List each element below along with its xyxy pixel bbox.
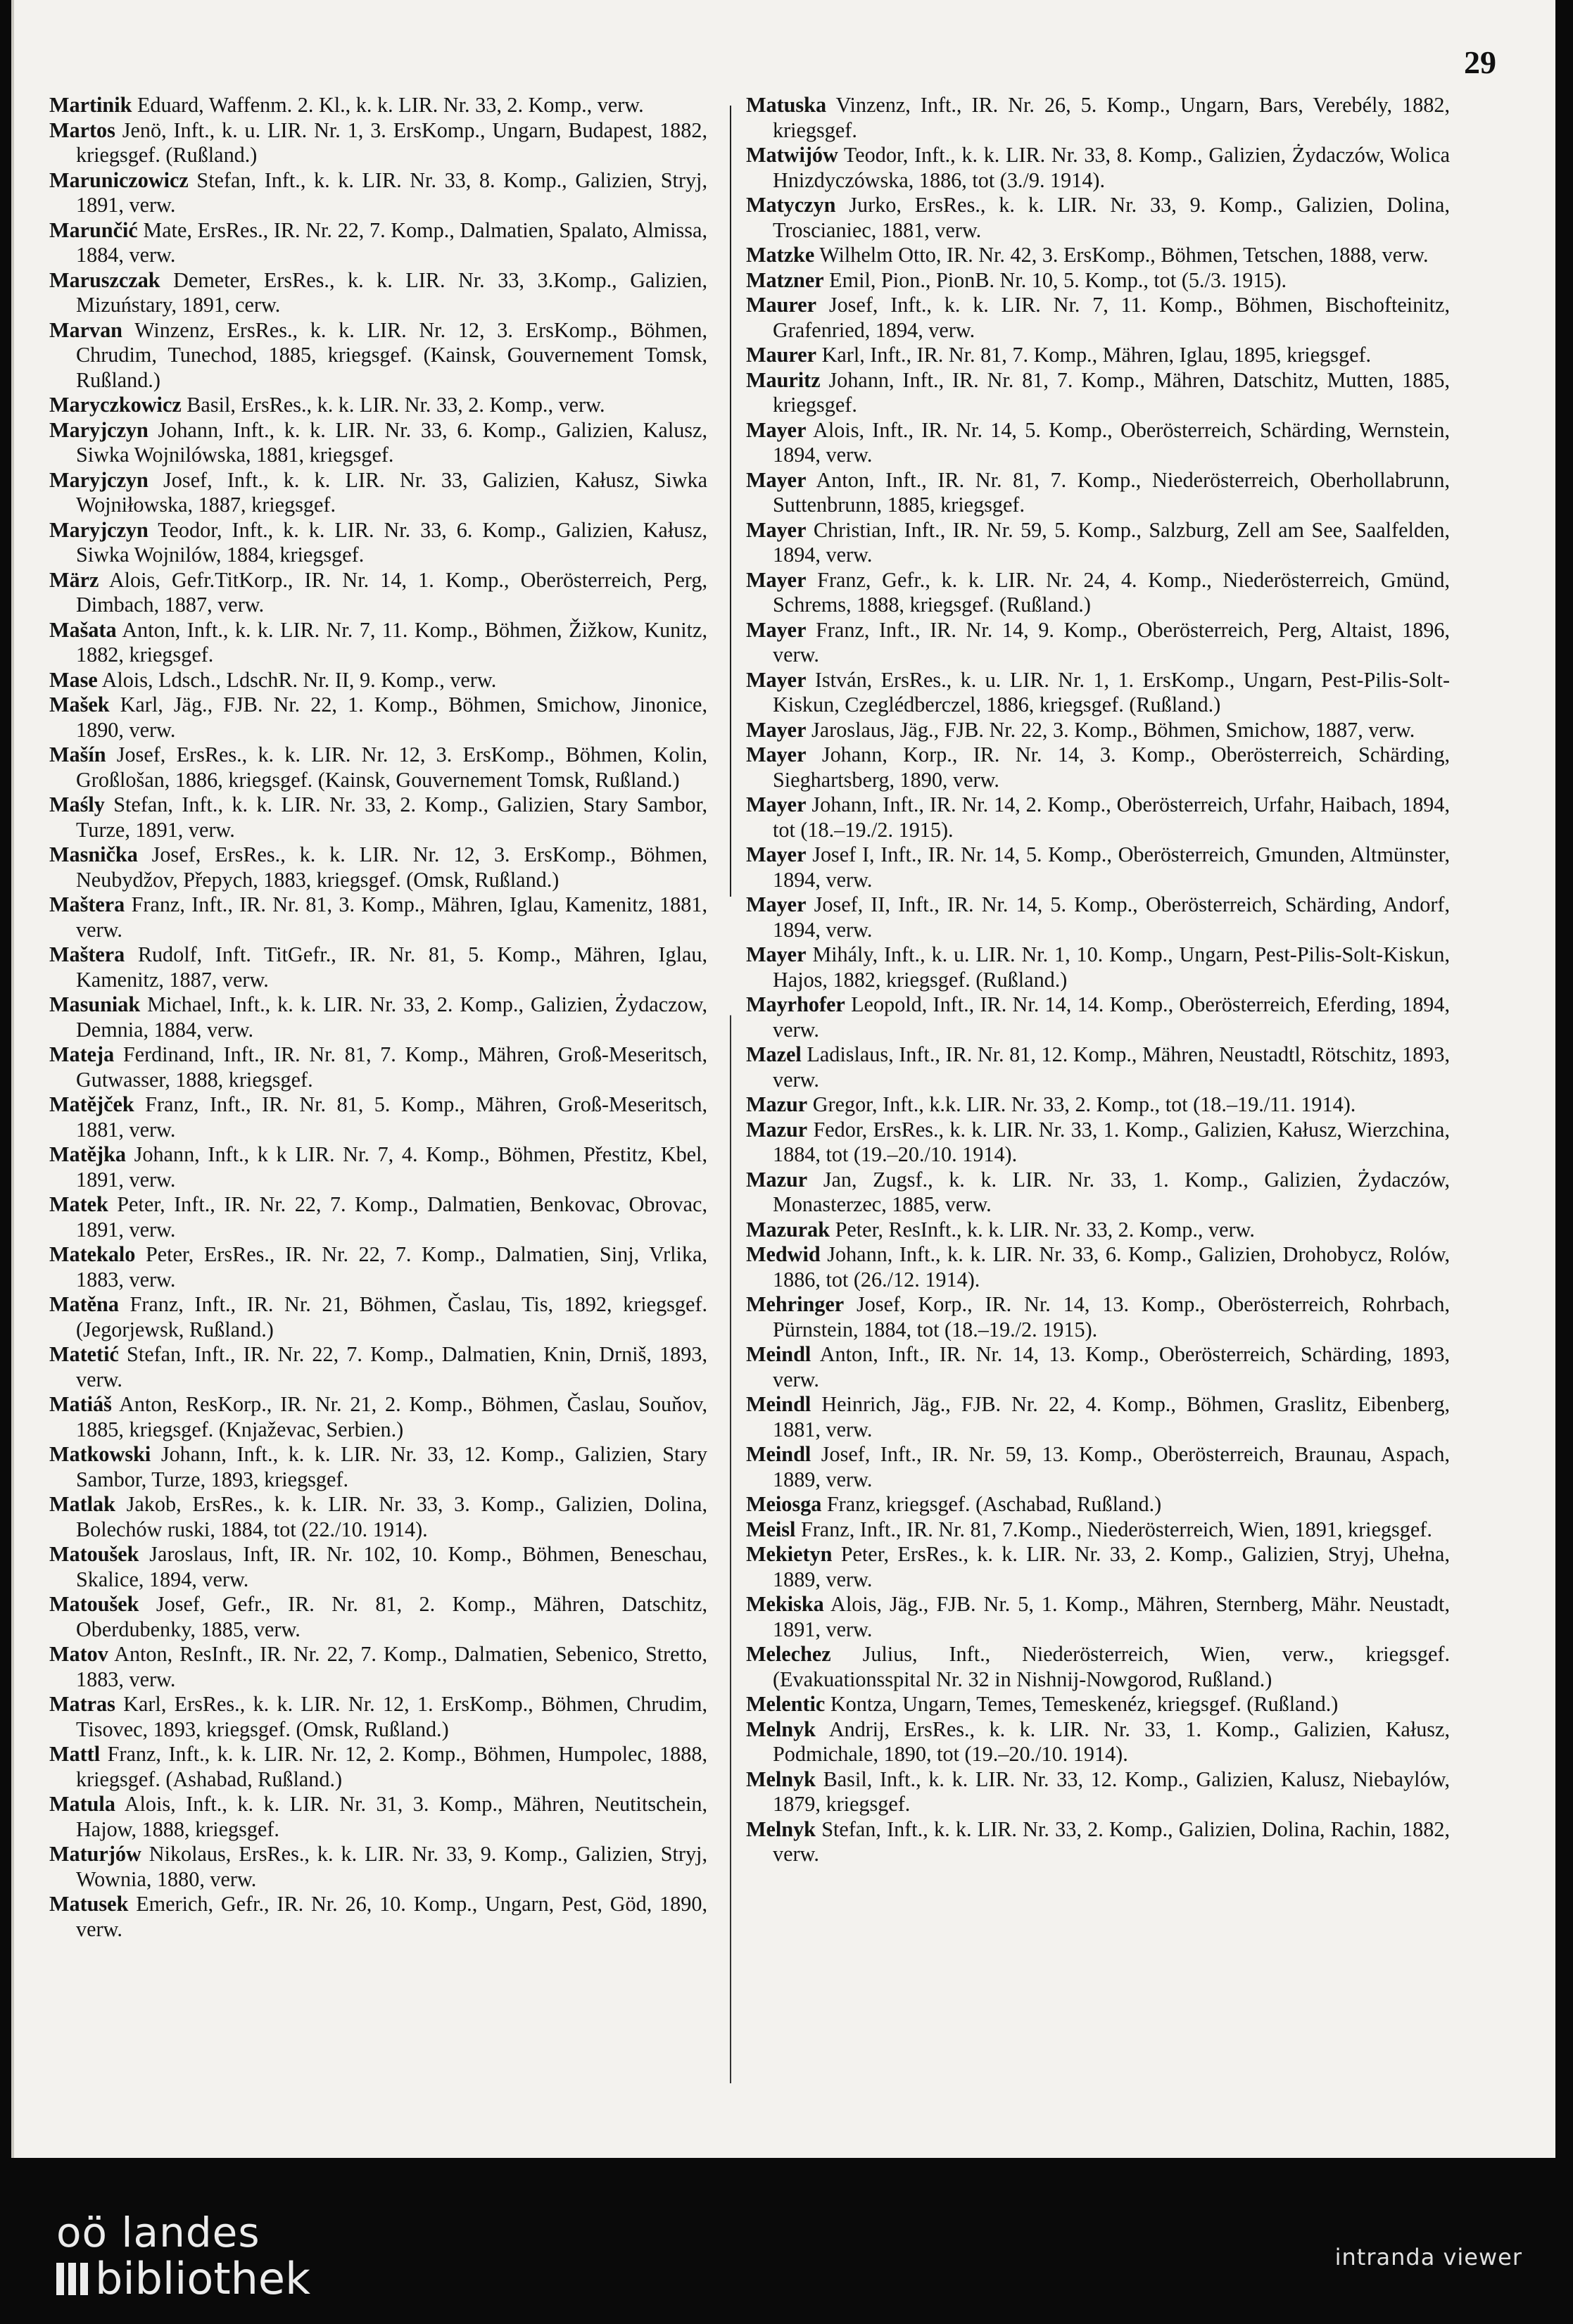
register-entry (746, 268, 1450, 293)
entry-details: Mihály, Inft., k. u. LIR. Nr. 1, 10. Komp., Ungarn, Pest-Pilis-Solt-Kiskun, Hajos, 1882, kriegsgef. (Rußland.) (773, 942, 1450, 992)
entry-details: Jakob, ErsRes., k. k. LIR. Nr. 33, 3. Komp., Galizien, Dolina, Bolechów ruski, 1884, tot (22./10. 1914). (76, 1492, 707, 1541)
register-entry (49, 1492, 707, 1542)
entry-details: Teodor, Inft., k. k. LIR. Nr. 33, 8. Komp., Galizien, Żydaczów, Wolica Hnizdyczówska, 1886, tot (3./9. 1914). (773, 143, 1450, 192)
register-entry (746, 93, 1450, 143)
register-entry (746, 1442, 1450, 1492)
entry-surname: Matějka (49, 1142, 126, 1166)
entry-surname: Mašek (49, 693, 110, 716)
entry-surname: Matek (49, 1192, 108, 1216)
entry-surname: Matěna (49, 1292, 119, 1316)
entry-surname: Matwijów (746, 143, 838, 167)
register-entry (49, 792, 707, 842)
entry-surname: Maryjczyn (49, 517, 149, 542)
entry-surname: Matkowski (49, 1442, 151, 1466)
register-entry (746, 343, 1450, 368)
entry-surname: Mekietyn (746, 1542, 833, 1566)
entry-details: Franz, Inft., IR. Nr. 81, 3. Komp., Mähren, Iglau, Kamenitz, 1881, verw. (76, 892, 707, 942)
entry-details: Peter, Inft., IR. Nr. 22, 7. Komp., Dalmatien, Benkovac, Obrovac, 1891, verw. (76, 1192, 707, 1242)
entry-details: Heinrich, Jäg., FJB. Nr. 22, 4. Komp., Böhmen, Graslitz, Eibenberg, 1881, verw. (773, 1392, 1450, 1441)
entry-surname: Matoušek (49, 1542, 139, 1566)
entry-details: Wilhelm Otto, IR. Nr. 42, 3. ErsKomp., Böhmen, Tetschen, 1888, verw. (814, 243, 1429, 267)
library-logo-line1: oö landes (56, 2209, 260, 2256)
entry-details: Gregor, Inft., k.k. LIR. Nr. 33, 2. Komp., tot (18.–19./11. 1914). (807, 1092, 1356, 1116)
register-entry (746, 668, 1450, 718)
entry-surname: Melnyk (746, 1717, 816, 1741)
register-entry (746, 1692, 1450, 1717)
entry-details: Michael, Inft., k. k. LIR. Nr. 33, 2. Komp., Galizien, Żydaczow, Demnia, 1884, verw. (76, 992, 707, 1042)
register-entry (49, 992, 707, 1042)
entry-details: Basil, Inft., k. k. LIR. Nr. 33, 12. Komp., Galizien, Kalusz, Niebaylów, 1879, kriegsgef. (773, 1767, 1450, 1816)
entry-details: Rudolf, Inft. TitGefr., IR. Nr. 81, 5. Komp., Mähren, Iglau, Kamenitz, 1887, verw. (76, 942, 707, 992)
register-entry (746, 518, 1450, 568)
entry-surname: Matekalo (49, 1242, 136, 1266)
entry-surname: Maśly (49, 792, 105, 816)
entry-details: Josef, II, Inft., IR. Nr. 14, 5. Komp., Oberösterreich, Schärding, Andorf, 1894, verw. (773, 892, 1450, 942)
register-entry (746, 418, 1450, 468)
entry-surname: März (49, 567, 99, 592)
register-entry (746, 1592, 1450, 1642)
entry-details: Josef, ErsRes., k. k. LIR. Nr. 12, 3. ErsKomp., Böhmen, Kolin, Großlošan, 1886, kriegsgef. (Kainsk, Gouvernement Tomsk, Rußland.) (76, 743, 707, 792)
entry-surname: Maštera (49, 892, 125, 916)
register-entry (49, 1042, 707, 1092)
entry-surname: Maurer (746, 343, 817, 367)
entry-surname: Melnyk (746, 1767, 816, 1791)
entry-surname: Mayer (746, 942, 807, 966)
register-entry (746, 1242, 1450, 1292)
entry-surname: Mazurak (746, 1217, 830, 1242)
register-entry (746, 1392, 1450, 1442)
register-entry (746, 1517, 1450, 1543)
entry-details: Jan, Zugsf., k. k. LIR. Nr. 33, 1. Komp., Galizien, Żydaczów, Monasterzec, 1885, verw. (773, 1167, 1450, 1216)
entry-details: Anton, Inft., k. k. LIR. Nr. 7, 11. Komp., Böhmen, Žižkow, Kunitz, 1882, kriegsgef. (76, 617, 707, 667)
register-entry (746, 193, 1450, 243)
register-entry (746, 293, 1450, 343)
entry-details: Anton, ResInft., IR. Nr. 22, 7. Komp., Dalmatien, Sebenico, Stretto, 1883, verw. (76, 1642, 707, 1691)
entry-details: Karl, ErsRes., k. k. LIR. Nr. 12, 1. ErsKomp., Böhmen, Chrudim, Tisovec, 1893, kriegsgef. (Omsk, Rußland.) (76, 1692, 707, 1741)
register-entry (746, 243, 1450, 268)
entry-details: Alois, Ldsch., LdschR. Nr. II, 9. Komp., verw. (97, 667, 497, 692)
entry-details: Teodor, Inft., k. k. LIR. Nr. 33, 6. Komp., Galizien, Kałusz, Siwka Wojnilów, 1884, kriegsgef. (76, 517, 707, 567)
entry-surname: Maurer (746, 293, 817, 317)
entry-details: Emerich, Gefr., IR. Nr. 26, 10. Komp., Ungarn, Pest, Göd, 1890, verw. (76, 1892, 707, 1941)
register-entry (49, 268, 707, 318)
entry-surname: Mateja (49, 1042, 115, 1066)
entry-surname: Maturjów (49, 1842, 141, 1866)
register-entry (49, 1792, 707, 1842)
register-entry (49, 1842, 707, 1892)
viewer-label[interactable]: intranda viewer (1334, 2244, 1522, 2271)
register-entry (746, 1717, 1450, 1767)
entry-surname: Matov (49, 1642, 108, 1666)
register-entry (49, 892, 707, 942)
entry-details: Josef, Gefr., IR. Nr. 81, 2. Komp., Mähren, Datschitz, Oberdubenky, 1885, verw. (76, 1592, 707, 1641)
register-entry (49, 842, 707, 892)
entry-surname: Mayer (746, 743, 807, 766)
register-entry (746, 1218, 1450, 1243)
right-column (746, 93, 1450, 1867)
entry-surname: Matějček (49, 1092, 134, 1116)
register-entry (49, 1742, 707, 1792)
entry-details: Franz, kriegsgef. (Aschabad, Rußland.) (821, 1492, 1162, 1516)
register-entry (49, 318, 707, 393)
entry-details: Christian, Inft., IR. Nr. 59, 5. Komp., Salzburg, Zell am See, Saalfelden, 1894, verw. (773, 517, 1450, 567)
register-entry (49, 518, 707, 568)
entry-details: Johann, Inft., IR. Nr. 14, 2. Komp., Oberösterreich, Urfahr, Haibach, 1894, tot (18.–19./2. 1915). (773, 792, 1450, 842)
register-entry (49, 1292, 707, 1342)
entry-details: Ferdinand, Inft., IR. Nr. 81, 7. Komp., Mähren, Groß-Meseritsch, Gutwasser, 1888, kriegsgef. (76, 1042, 707, 1092)
entry-surname: Maryjczyn (49, 417, 149, 442)
register-entry (746, 1118, 1450, 1168)
entry-surname: Mayer (746, 617, 807, 642)
left-column (49, 93, 707, 1942)
entry-surname: Melnyk (746, 1817, 816, 1841)
entry-surname: Meisl (746, 1517, 796, 1541)
register-entry (746, 1168, 1450, 1218)
register-entry (49, 1342, 707, 1392)
entry-surname: Mazur (746, 1167, 808, 1192)
entry-surname: Mayer (746, 517, 807, 542)
register-entry (746, 1492, 1450, 1517)
register-entry (746, 1092, 1450, 1118)
entry-details: Peter, ErsRes., IR. Nr. 22, 7. Komp., Dalmatien, Sinj, Vrlika, 1883, verw. (76, 1242, 707, 1292)
entry-details: Alois, Inft., k. k. LIR. Nr. 31, 3. Komp., Mähren, Neutitschein, Hajow, 1888, kriegsgef. (76, 1792, 707, 1841)
entry-details: Peter, ResInft., k. k. LIR. Nr. 33, 2. Komp., verw. (830, 1217, 1255, 1242)
register-entry (49, 1192, 707, 1242)
register-entry (49, 168, 707, 218)
entry-details: Basil, ErsRes., k. k. LIR. Nr. 33, 2. Komp., verw. (181, 393, 605, 417)
entry-surname: Matuska (746, 93, 827, 117)
register-entry (49, 743, 707, 792)
register-entry (49, 93, 707, 118)
entry-details: Johann, Inft., k k LIR. Nr. 7, 4. Komp., Böhmen, Přestitz, Kbel, 1891, verw. (76, 1142, 707, 1192)
entry-surname: Marunčić (49, 217, 138, 242)
register-entry (746, 842, 1450, 892)
library-logo-line2-wrap (56, 2255, 310, 2303)
entry-details: Anton, Inft., IR. Nr. 14, 13. Komp., Oberösterreich, Schärding, 1893, verw. (773, 1342, 1450, 1391)
entry-surname: Maruszczak (49, 267, 160, 292)
register-entry (746, 942, 1450, 992)
entry-surname: Melechez (746, 1642, 831, 1666)
entry-details: Kontza, Ungarn, Temes, Temeskenéz, kriegsgef. (Rußland.) (825, 1692, 1339, 1716)
entry-surname: Masnička (49, 842, 138, 866)
entry-surname: Matusek (49, 1892, 129, 1916)
entry-surname: Mazel (746, 1042, 802, 1066)
entry-details: Karl, Inft., IR. Nr. 81, 7. Komp., Mähren, Iglau, 1895, kriegsgef. (816, 343, 1372, 367)
register-entry (746, 1042, 1450, 1092)
entry-details: Franz, Gefr., k. k. LIR. Nr. 24, 4. Komp., Niederösterreich, Gmünd, Schrems, 1888, kriegsgef. (Rußland.) (773, 567, 1450, 617)
register-entry (49, 393, 707, 418)
register-entry (49, 1092, 707, 1142)
entry-surname: Maryczkowicz (49, 393, 182, 417)
entry-details: Alois, Gefr.TitKorp., IR. Nr. 14, 1. Komp., Oberösterreich, Perg, Dimbach, 1887, verw. (76, 567, 707, 617)
entry-details: Stefan, Inft., k. k. LIR. Nr. 33, 2. Komp., Galizien, Dolina, Rachin, 1882, verw. (773, 1817, 1450, 1866)
entry-surname: Mayrhofer (746, 992, 845, 1016)
entry-surname: Mattl (49, 1742, 101, 1766)
entry-surname: Matoušek (49, 1592, 139, 1616)
entry-details: Franz, Inft., IR. Nr. 21, Böhmen, Časlau, Tis, 1892, kriegsgef. (Jegorjewsk, Rußland.) (76, 1292, 707, 1341)
entry-surname: Mašín (49, 743, 106, 766)
entry-details: Fedor, ErsRes., k. k. LIR. Nr. 33, 1. Komp., Galizien, Kałusz, Wierzchina, 1884, tot (19.–20./10. 1914). (773, 1117, 1450, 1166)
entry-details: Franz, Inft., IR. Nr. 14, 9. Komp., Oberösterreich, Perg, Altaist, 1896, verw. (773, 617, 1450, 667)
entry-surname: Mayer (746, 567, 807, 592)
register-entry (49, 468, 707, 518)
entry-details: Franz, Inft., IR. Nr. 81, 7.Komp., Niederösterreich, Wien, 1891, kriegsgef. (795, 1517, 1432, 1541)
entry-details: Ladislaus, Inft., IR. Nr. 81, 12. Komp., Mähren, Neustadtl, Rötschitz, 1893, verw. (773, 1042, 1450, 1092)
entry-surname: Marvan (49, 317, 122, 342)
register-entry (49, 1242, 707, 1292)
library-bars-icon (56, 2263, 88, 2295)
entry-surname: Mase (49, 667, 98, 692)
entry-details: Josef, Korp., IR. Nr. 14, 13. Komp., Oberösterreich, Rohrbach, Pürnstein, 1884, tot (18.–19./2. 1915). (773, 1292, 1450, 1341)
entry-surname: Matzner (746, 267, 824, 292)
register-entry (746, 1817, 1450, 1867)
entry-details: Vinzenz, Inft., IR. Nr. 26, 5. Komp., Ungarn, Bars, Verebély, 1882, kriegsgef. (773, 93, 1450, 142)
register-entry (746, 1542, 1450, 1592)
register-entry (746, 618, 1450, 668)
entry-details: Eduard, Waffenm. 2. Kl., k. k. LIR. Nr. 33, 2. Komp., verw. (132, 93, 644, 117)
entry-surname: Matula (49, 1792, 115, 1816)
register-entry (746, 892, 1450, 942)
entry-surname: Matzke (746, 243, 815, 267)
entry-surname: Mayer (746, 717, 807, 742)
register-entry (746, 1292, 1450, 1342)
entry-details: Franz, Inft., IR. Nr. 81, 5. Komp., Mähren, Groß-Meseritsch, 1881, verw. (76, 1092, 707, 1142)
entry-details: Mate, ErsRes., IR. Nr. 22, 7. Komp., Dalmatien, Spalato, Almissa, 1884, verw. (76, 217, 707, 267)
entry-surname: Meindl (746, 1392, 811, 1416)
entry-details: Jaroslaus, Jäg., FJB. Nr. 22, 3. Komp., Böhmen, Smichow, 1887, verw. (806, 717, 1415, 742)
entry-details: Winzenz, ErsRes., k. k. LIR. Nr. 12, 3. ErsKomp., Böhmen, Chrudim, Tunechod, 1885, kriegsgef. (Kainsk, Gouvernement Tomsk, Rußland.) (76, 317, 707, 392)
register-entry (49, 118, 707, 168)
entry-surname: Maruniczowicz (49, 168, 189, 192)
entry-details: Stefan, Inft., k. k. LIR. Nr. 33, 8. Komp., Galizien, Stryj, 1891, verw. (76, 168, 707, 217)
entry-surname: Mayer (746, 467, 807, 492)
entry-details: Leopold, Inft., IR. Nr. 14, 14. Komp., Oberösterreich, Eferding, 1894, verw. (773, 992, 1450, 1042)
entry-surname: Matyczyn (746, 193, 836, 217)
entry-surname: Meindl (746, 1342, 811, 1366)
entry-surname: Mayer (746, 792, 807, 816)
entry-details: Jurko, ErsRes., k. k. LIR. Nr. 33, 9. Komp., Galizien, Dolina, Troscianiec, 1881, verw. (773, 193, 1450, 242)
register-entry (746, 718, 1450, 743)
entry-surname: Martos (49, 118, 115, 142)
entry-details: Nikolaus, ErsRes., k. k. LIR. Nr. 33, 9. Komp., Galizien, Stryj, Wownia, 1880, verw. (76, 1842, 707, 1891)
entry-surname: Mekiska (746, 1592, 824, 1616)
library-logo-line2: bibliothek (95, 2253, 310, 2304)
entry-surname: Mayer (746, 667, 807, 692)
entry-surname: Mayer (746, 417, 807, 442)
column-divider (730, 106, 731, 2083)
entry-surname: Mauritz (746, 367, 821, 392)
register-entry (49, 1392, 707, 1442)
entry-surname: Mazur (746, 1117, 808, 1142)
entry-details: Emil, Pion., PionB. Nr. 10, 5. Komp., tot (5./3. 1915). (823, 267, 1287, 292)
entry-details: Johann, Korp., IR. Nr. 14, 3. Komp., Oberösterreich, Schärding, Sieghartsberg, 1890, verw. (773, 743, 1450, 792)
entry-surname: Mayer (746, 892, 807, 916)
entry-details: Alois, Inft., IR. Nr. 14, 5. Komp., Oberösterreich, Schärding, Wernstein, 1894, verw. (773, 417, 1450, 467)
entry-surname: Matiáš (49, 1392, 112, 1416)
entry-details: Josef, Inft., k. k. LIR. Nr. 7, 11. Komp., Böhmen, Bischofteinitz, Grafenried, 1894, verw. (773, 293, 1450, 342)
register-entry (746, 1642, 1450, 1692)
entry-details: Stefan, Inft., IR. Nr. 22, 7. Komp., Dalmatien, Knin, Drniš, 1893, verw. (76, 1342, 707, 1391)
register-entry (746, 743, 1450, 792)
register-entry (49, 418, 707, 468)
entry-details: Jaroslaus, Inft, IR. Nr. 102, 10. Komp., Böhmen, Beneschau, Skalice, 1894, verw. (76, 1542, 707, 1591)
register-entry (49, 1892, 707, 1942)
register-entry (49, 693, 707, 743)
register-entry (49, 1692, 707, 1742)
entry-details: Peter, ErsRes., k. k. LIR. Nr. 33, 2. Komp., Galizien, Stryj, Uhełna, 1889, verw. (773, 1542, 1450, 1591)
register-entry (746, 792, 1450, 842)
library-logo[interactable] (56, 2210, 310, 2303)
entry-surname: Matlak (49, 1492, 115, 1516)
entry-details: Johann, Inft., k. k. LIR. Nr. 33, 6. Komp., Galizien, Drohobycz, Rolów, 1886, tot (26./12. 1914). (773, 1242, 1450, 1292)
register-entry (49, 668, 707, 693)
register-entry (49, 1142, 707, 1192)
entry-details: Josef, Inft., k. k. LIR. Nr. 33, Galizien, Kałusz, Siwka Wojniłowska, 1887, kriegsgef. (76, 467, 707, 517)
entry-details: Josef, Inft., IR. Nr. 59, 13. Komp., Oberösterreich, Braunau, Aspach, 1889, verw. (773, 1442, 1450, 1491)
register-entry (49, 1542, 707, 1592)
entry-details: Julius, Inft., Niederösterreich, Wien, verw., kriegsgef. (Evakuationsspital Nr. 32 in Nishnij-Nowgorod, Rußland.) (773, 1642, 1450, 1691)
entry-surname: Maštera (49, 942, 125, 966)
register-entry (49, 618, 707, 668)
entry-surname: Mašata (49, 617, 117, 642)
entry-surname: Meindl (746, 1442, 811, 1466)
register-entry (746, 992, 1450, 1042)
entry-details: Johann, Inft., k. k. LIR. Nr. 33, 6. Komp., Galizien, Kalusz, Siwka Wojnilówska, 1881, kriegsgef. (76, 417, 707, 467)
entry-details: Alois, Jäg., FJB. Nr. 5, 1. Komp., Mähren, Sternberg, Mähr. Neustadt, 1891, verw. (773, 1592, 1450, 1641)
entry-details: Johann, Inft., IR. Nr. 81, 7. Komp., Mähren, Datschitz, Mutten, 1885, kriegsgef. (773, 367, 1450, 417)
scanned-page (11, 0, 1555, 2158)
entry-surname: Meiosga (746, 1492, 822, 1516)
register-entry (746, 368, 1450, 418)
entry-details: Stefan, Inft., k. k. LIR. Nr. 33, 2. Komp., Galizien, Stary Sambor, Turze, 1891, verw. (76, 792, 707, 842)
entry-surname: Matetić (49, 1342, 119, 1366)
entry-details: Karl, Jäg., FJB. Nr. 22, 1. Komp., Böhmen, Smichow, Jinonice, 1890, verw. (76, 693, 707, 742)
entry-surname: Mazur (746, 1092, 808, 1116)
entry-details: Andrij, ErsRes., k. k. LIR. Nr. 33, 1. Komp., Galizien, Kałusz, Podmichale, 1890, tot (19.–20./10. 1914). (773, 1717, 1450, 1766)
entry-surname: Matras (49, 1692, 115, 1716)
entry-details: Johann, Inft., k. k. LIR. Nr. 33, 12. Komp., Galizien, Stary Sambor, Turze, 1893, kriegsgef. (76, 1442, 707, 1491)
entry-details: Franz, Inft., k. k. LIR. Nr. 12, 2. Komp., Böhmen, Humpolec, 1888, kriegsgef. (Ashabad, Rußland.) (76, 1742, 707, 1791)
entry-details: István, ErsRes., k. u. LIR. Nr. 1, 1. ErsKomp., Ungarn, Pest-Pilis-Solt-Kiskun, Czeglédberczel, 1886, kriegsgef. (Rußland.) (773, 667, 1450, 716)
entry-details: Josef I, Inft., IR. Nr. 14, 5. Komp., Oberösterreich, Gmunden, Altmünster, 1894, verw. (773, 842, 1450, 892)
entry-surname: Medwid (746, 1242, 821, 1266)
entry-details: Anton, ResKorp., IR. Nr. 21, 2. Komp., Böhmen, Časlau, Souňov, 1885, kriegsgef. (Knjaževac, Serbien.) (76, 1392, 707, 1441)
register-entry (49, 1642, 707, 1692)
entry-details: Josef, ErsRes., k. k. LIR. Nr. 12, 3. ErsKomp., Böhmen, Neubydžov, Přepych, 1883, kriegsgef. (Omsk, Rußland.) (76, 842, 707, 892)
register-entry (746, 568, 1450, 618)
entry-surname: Melentic (746, 1692, 826, 1716)
entry-surname: Mayer (746, 842, 807, 866)
register-entry (49, 1592, 707, 1642)
register-entry (746, 1342, 1450, 1392)
register-entry (49, 1442, 707, 1492)
entry-surname: Maryjczyn (49, 467, 149, 492)
register-entry (746, 143, 1450, 193)
entry-details: Demeter, ErsRes., k. k. LIR. Nr. 33, 3.Komp., Galizien, Mizuństary, 1891, cerw. (76, 267, 707, 317)
entry-surname: Mehringer (746, 1292, 845, 1316)
register-entry (49, 568, 707, 618)
register-entry (746, 1767, 1450, 1817)
register-entry (746, 468, 1450, 518)
entry-surname: Martinik (49, 93, 132, 117)
entry-surname: Masuniak (49, 992, 141, 1016)
entry-details: Jenö, Inft., k. u. LIR. Nr. 1, 3. ErsKomp., Ungarn, Budapest, 1882, kriegsgef. (Rußland.) (76, 118, 707, 167)
page-number: 29 (1464, 44, 1496, 80)
entry-details: Anton, Inft., IR. Nr. 81, 7. Komp., Niederösterreich, Oberhollabrunn, Suttenbrunn, 1885, kriegsgef. (773, 467, 1450, 517)
register-entry (49, 218, 707, 268)
register-entry (49, 942, 707, 992)
